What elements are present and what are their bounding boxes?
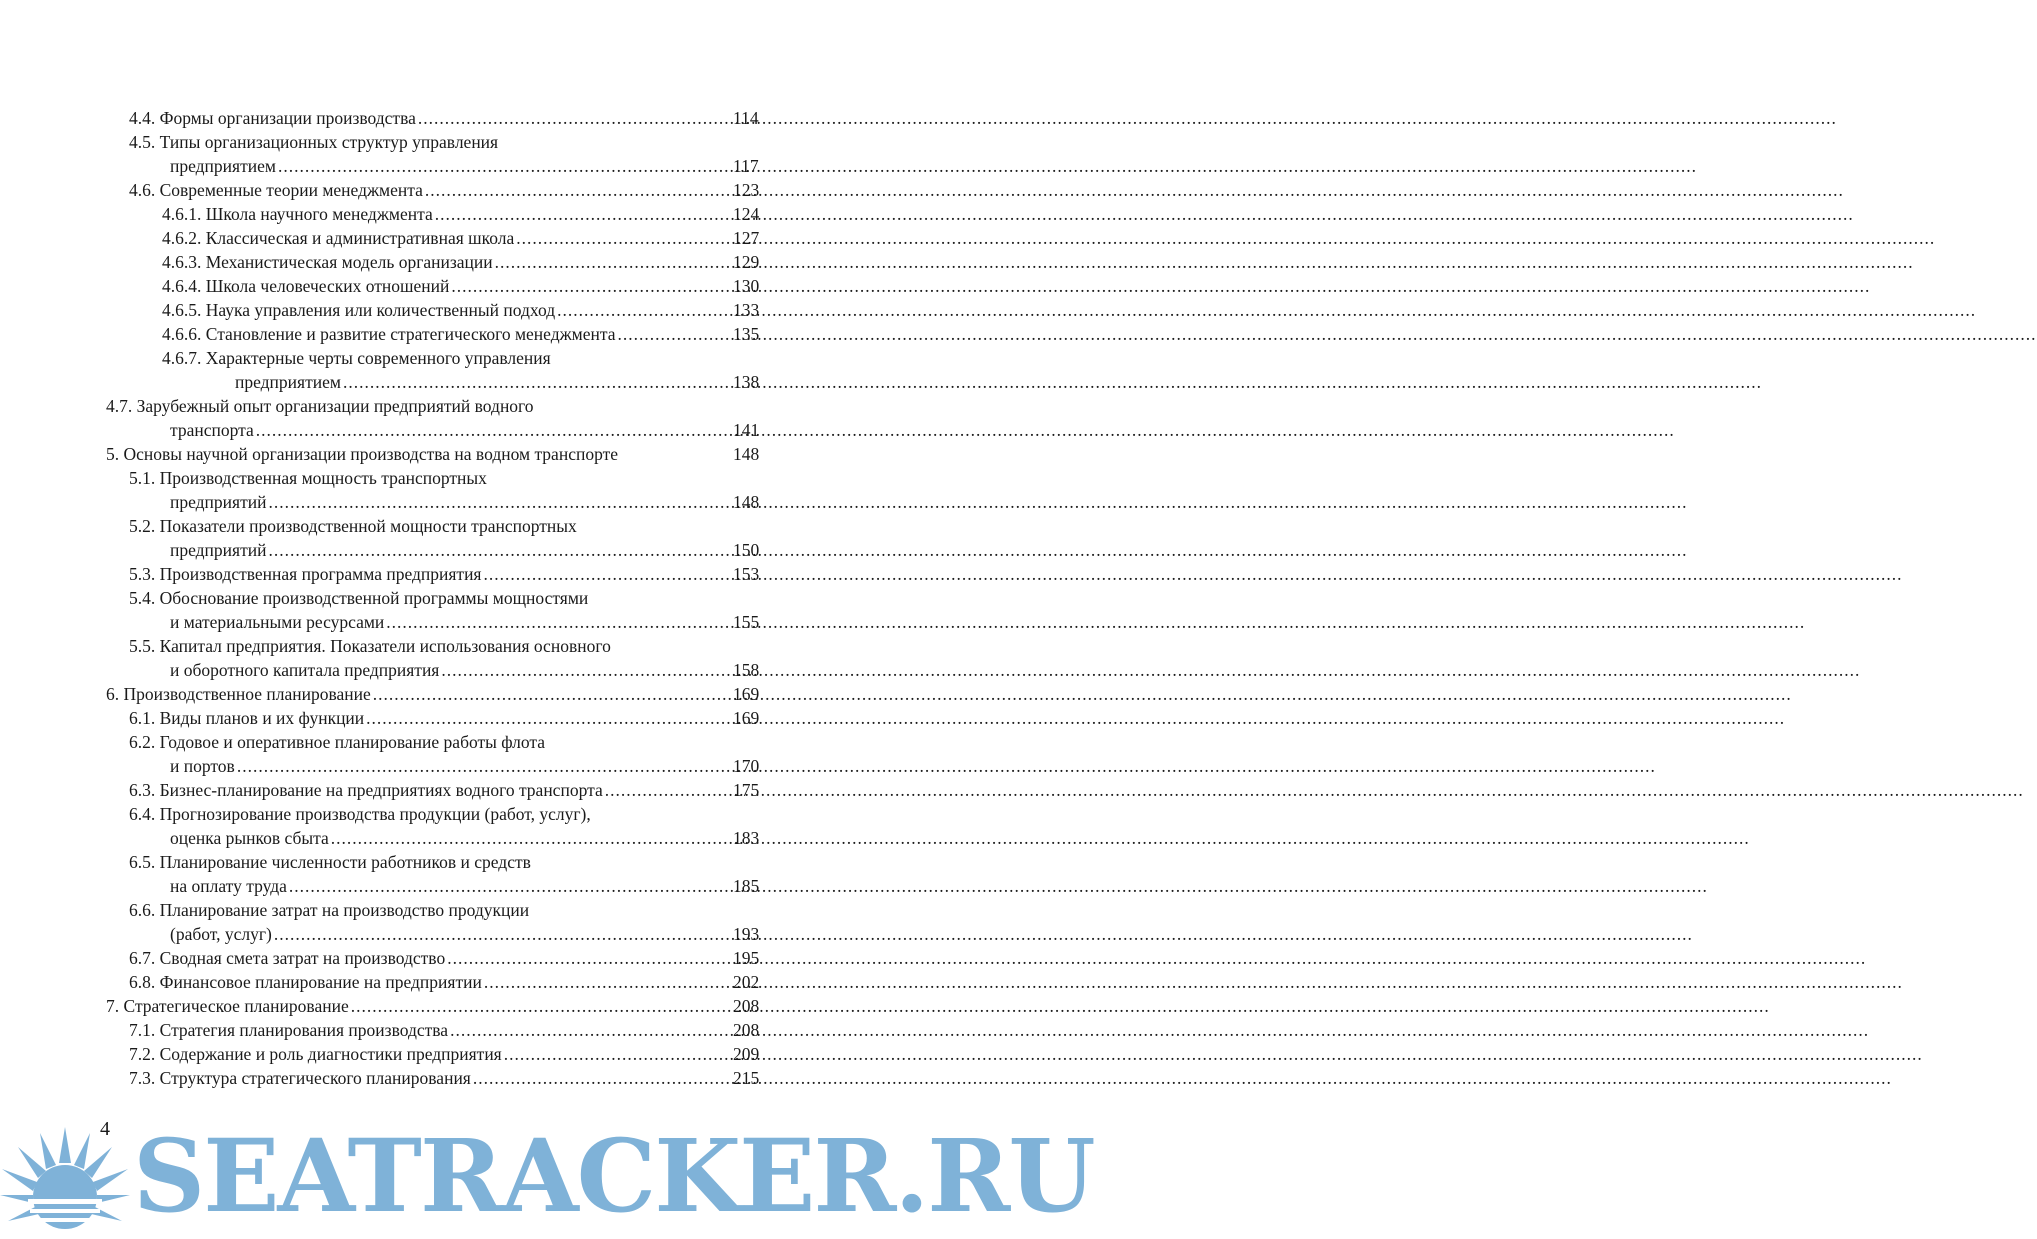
toc-entry-continuation <box>235 370 722 394</box>
toc-entry[interactable] <box>162 274 719 298</box>
toc-title: 5.1. Производственная мощность транспортных <box>129 468 487 488</box>
toc-entry[interactable] <box>129 178 722 202</box>
toc-page: 123 <box>733 180 760 200</box>
toc-title: 6.8. Финансовое планирование на предприятии <box>129 972 482 992</box>
toc-title: 4.6.6. Становление и развитие стратегического менеджмента <box>162 324 616 344</box>
toc-title: 4.7. Зарубежный опыт организации предприятий водного <box>106 396 534 416</box>
toc-title-continuation: предприятием <box>170 156 276 176</box>
toc-entry[interactable] <box>106 442 726 466</box>
toc-page: 141 <box>733 420 760 440</box>
toc-entry[interactable] <box>129 562 719 586</box>
toc-entry[interactable] <box>129 130 729 154</box>
toc-title: 6.4. Прогнозирование производства продукции (работ, услуг), <box>129 804 591 824</box>
toc-page: 117 <box>733 156 759 176</box>
sun-icon <box>0 1125 130 1235</box>
toc-entry[interactable] <box>162 346 722 370</box>
toc-entry[interactable] <box>106 682 719 706</box>
toc-entry-continuation <box>170 874 722 898</box>
toc-page: 150 <box>733 540 760 560</box>
toc-title-continuation: на оплату труда <box>170 876 287 896</box>
toc-entry[interactable] <box>162 202 719 226</box>
toc-entry[interactable] <box>106 394 726 418</box>
toc-title: 4.6. Современные теории менеджмента <box>129 180 423 200</box>
toc-page: 175 <box>733 780 760 800</box>
toc-entry[interactable] <box>129 730 719 754</box>
toc-title: 6.6. Планирование затрат на производство продукции <box>129 900 530 920</box>
toc-page: 138 <box>733 372 760 392</box>
toc-entry[interactable] <box>129 1066 722 1090</box>
toc-title: 7.1. Стратегия планирования производства <box>129 1020 449 1040</box>
toc-page: 148 <box>733 444 760 464</box>
toc-entry[interactable] <box>129 850 719 874</box>
toc-entry[interactable] <box>129 706 722 730</box>
toc-entry[interactable] <box>129 778 724 802</box>
toc-entry-continuation <box>170 610 727 634</box>
toc-title: 5.2. Показатели производственной мощности транспортных <box>129 516 577 536</box>
toc-entry[interactable] <box>129 514 719 538</box>
toc-page: 169 <box>733 708 760 728</box>
toc-page: 208 <box>733 996 760 1016</box>
toc-title: 6. Производственное планирование <box>106 684 371 704</box>
toc-title-continuation: (работ, услуг) <box>170 924 272 944</box>
toc-entry[interactable] <box>162 298 719 322</box>
toc-title: 4.6.3. Механистическая модель организации <box>162 252 493 272</box>
toc-page: 193 <box>733 924 760 944</box>
toc-page: 215 <box>733 1068 760 1088</box>
toc-title: 6.3. Бизнес-планирование на предприятиях водного транспорта <box>129 780 603 800</box>
toc-title: 7.2. Содержание и роль диагностики предприятия <box>129 1044 502 1064</box>
page-number: 4 <box>100 1118 110 1140</box>
toc-page: 185 <box>733 876 760 896</box>
toc-page: 170 <box>733 756 760 776</box>
toc-title: 5.5. Капитал предприятия. Показатели использования основного <box>129 636 611 656</box>
toc-entry-continuation <box>170 658 722 682</box>
toc-title: 4.6.1. Школа научного менеджмента <box>162 204 433 224</box>
toc-entry-continuation <box>170 826 722 850</box>
toc-title: 6.2. Годовое и оперативное планирование работы флота <box>129 732 546 752</box>
toc-title: 5.3. Производственная программа предприятия <box>129 564 482 584</box>
toc-entry[interactable] <box>129 1042 719 1066</box>
toc-title: 7. Стратегическое планирование <box>106 996 349 1016</box>
toc-page: 202 <box>733 972 760 992</box>
page-footer <box>0 1110 1094 1239</box>
toc-entry[interactable] <box>162 226 719 250</box>
toc-page: 195 <box>733 948 760 968</box>
toc-page: 135 <box>733 324 760 344</box>
toc-title: 6.7. Сводная смета затрат на производство <box>129 948 446 968</box>
toc-entry[interactable] <box>129 970 722 994</box>
toc-entry[interactable] <box>129 1018 719 1042</box>
toc-page: 158 <box>733 660 760 680</box>
toc-page: 183 <box>733 828 760 848</box>
toc-entry[interactable] <box>162 322 727 346</box>
toc-entry[interactable] <box>129 106 719 130</box>
toc-page: 129 <box>733 252 760 272</box>
toc-entry[interactable] <box>129 898 719 922</box>
toc-title: 5. Основы научной организации производства на водном транспорте <box>106 444 619 464</box>
toc-title-continuation: и портов <box>170 756 235 776</box>
toc-entry[interactable] <box>129 466 719 490</box>
toc-entry-continuation <box>170 154 722 178</box>
toc-entry-continuation <box>170 490 719 514</box>
toc-entry[interactable] <box>162 250 722 274</box>
toc-entry-continuation <box>170 418 719 442</box>
toc-title-continuation: и материальными ресурсами <box>170 612 385 632</box>
toc-page: 127 <box>733 228 760 248</box>
toc-title-continuation: транспорта <box>170 420 254 440</box>
toc-title: 4.4. Формы организации производства <box>129 108 416 128</box>
toc-entry[interactable] <box>106 994 719 1018</box>
toc-entry[interactable] <box>129 634 724 658</box>
toc-title: 5.4. Обоснование производственной программы мощностями <box>129 588 589 608</box>
toc-title-continuation: предприятий <box>170 540 267 560</box>
toc-title: 4.6.5. Наука управления или количественный подход <box>162 300 556 320</box>
toc-entry-continuation <box>170 922 722 946</box>
watermark-logo: SEATRACKER.RU <box>133 1117 1094 1235</box>
toc-page: 133 <box>733 300 760 320</box>
toc-page: 169 <box>733 684 760 704</box>
toc-title-continuation: предприятий <box>170 492 267 512</box>
toc-title: 4.6.2. Классическая и административная школа <box>162 228 515 248</box>
toc-title: 7.3. Структура стратегического планирования <box>129 1068 471 1088</box>
toc-title: 6.1. Виды планов и их функции <box>129 708 365 728</box>
toc-entry-continuation <box>170 538 719 562</box>
toc-title-continuation: предприятием <box>235 372 341 392</box>
toc-entry[interactable] <box>129 946 722 970</box>
toc-title: 4.5. Типы организационных структур управления <box>129 132 499 152</box>
toc-page: 130 <box>733 276 760 296</box>
toc-page: 155 <box>733 612 760 632</box>
toc-title: 4.6.7. Характерные черты современного управления <box>162 348 551 368</box>
toc-title-continuation: оценка рынков сбыта <box>170 828 329 848</box>
toc-title-continuation: и оборотного капитала предприятия <box>170 660 440 680</box>
toc-title: 4.6.4. Школа человеческих отношений <box>162 276 450 296</box>
toc-page: 148 <box>733 492 760 512</box>
toc-page: 209 <box>733 1044 760 1064</box>
toc-entry[interactable] <box>129 586 719 610</box>
toc-title: 6.5. Планирование численности работников и средств <box>129 852 531 872</box>
toc-entry-continuation <box>170 754 722 778</box>
toc-page: 124 <box>733 204 760 224</box>
toc-page: 153 <box>733 564 760 584</box>
toc-entry[interactable] <box>129 802 724 826</box>
toc-page: 114 <box>733 108 759 128</box>
toc-page: 208 <box>733 1020 760 1040</box>
